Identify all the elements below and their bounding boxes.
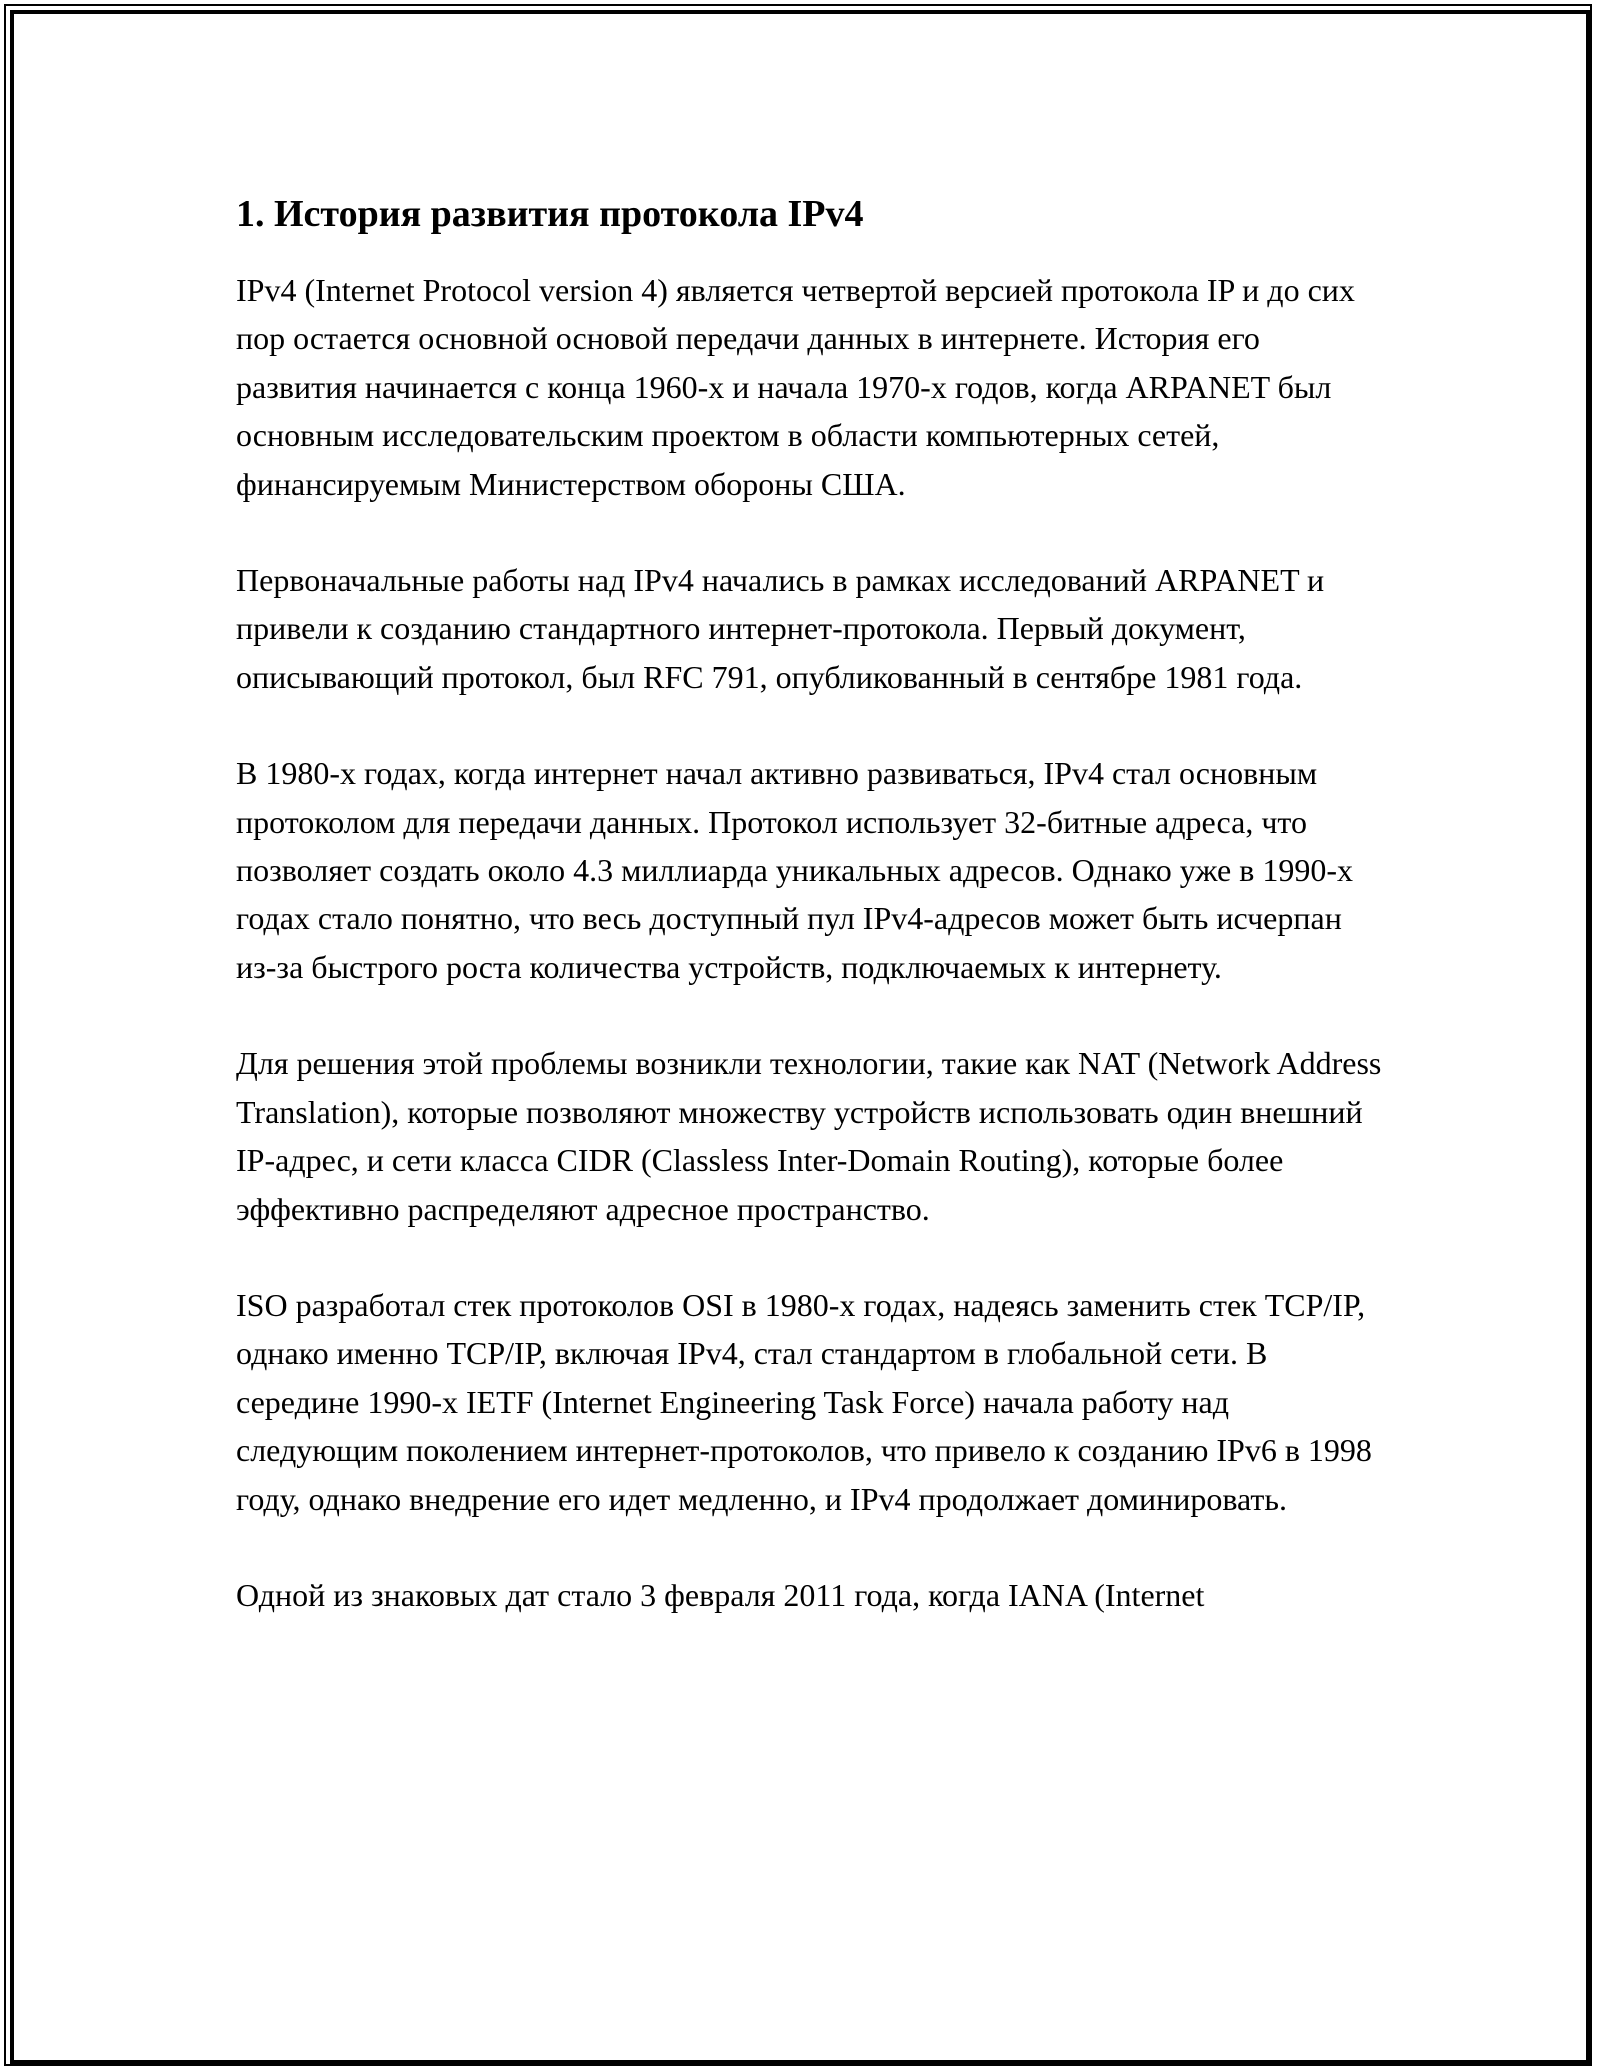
paragraph-1: IPv4 (Internet Protocol version 4) является четвертой версией протокола IP и до сих пор остается основной основой передачи данных в интернете. История его развития начинается с конца 1960-х и начала 1970-х годов, когда ARPANET был основным исследовательским проектом в области компьютерных сетей, финансируемым Министерством обороны США. — [236, 272, 1355, 502]
paragraph-2: Первоначальные работы над IPv4 начались в рамках исследований ARPANET и привели к созданию стандартного интернет-протокола. Первый документ, описывающий протокол, был RFC 791, опубликованный в сентябре 1981 года. — [236, 562, 1325, 695]
document-body — [236, 188, 1386, 1619]
paragraph-6: Одной из знаковых дат стало 3 февраля 2011 года, когда IANA (Internet — [236, 1576, 1205, 1613]
paragraph-4: Для решения этой проблемы возникли технологии, такие как NAT (Network Address Translation), которые позволяют множеству устройств использовать один внешний IP-адрес, и сети класса CIDR (Classless Inter-Domain Routing), которые более эффективно распределяют адресное пространство. — [236, 1045, 1382, 1227]
paragraph-3: В 1980-х годах, когда интернет начал активно развиваться, IPv4 стал основным протоколом для передачи данных. Протокол использует 32-битные адреса, что позволяет создать около 4.3 миллиарда уникальных адресов. Однако уже в 1990-х годах стало понятно, что весь доступный пул IPv4-адресов может быть исчерпан из-за быстрого роста количества устройств, подключаемых к интернету. — [236, 755, 1354, 985]
paragraph-5: ISO разработал стек протоколов OSI в 1980-х годах, надеясь заменить стек TCP/IP, однако именно TCP/IP, включая IPv4, стал стандартом в глобальной сети. В середине 1990-х IETF (Internet Engineering Task Force) начала работу над следующим поколением интернет-протоколов, что привело к созданию IPv6 в 1998 году, однако внедрение его идет медленно, и IPv4 продолжает доминировать. — [236, 1286, 1372, 1517]
section-heading: 1. История развития протокола IPv4 — [236, 193, 864, 235]
